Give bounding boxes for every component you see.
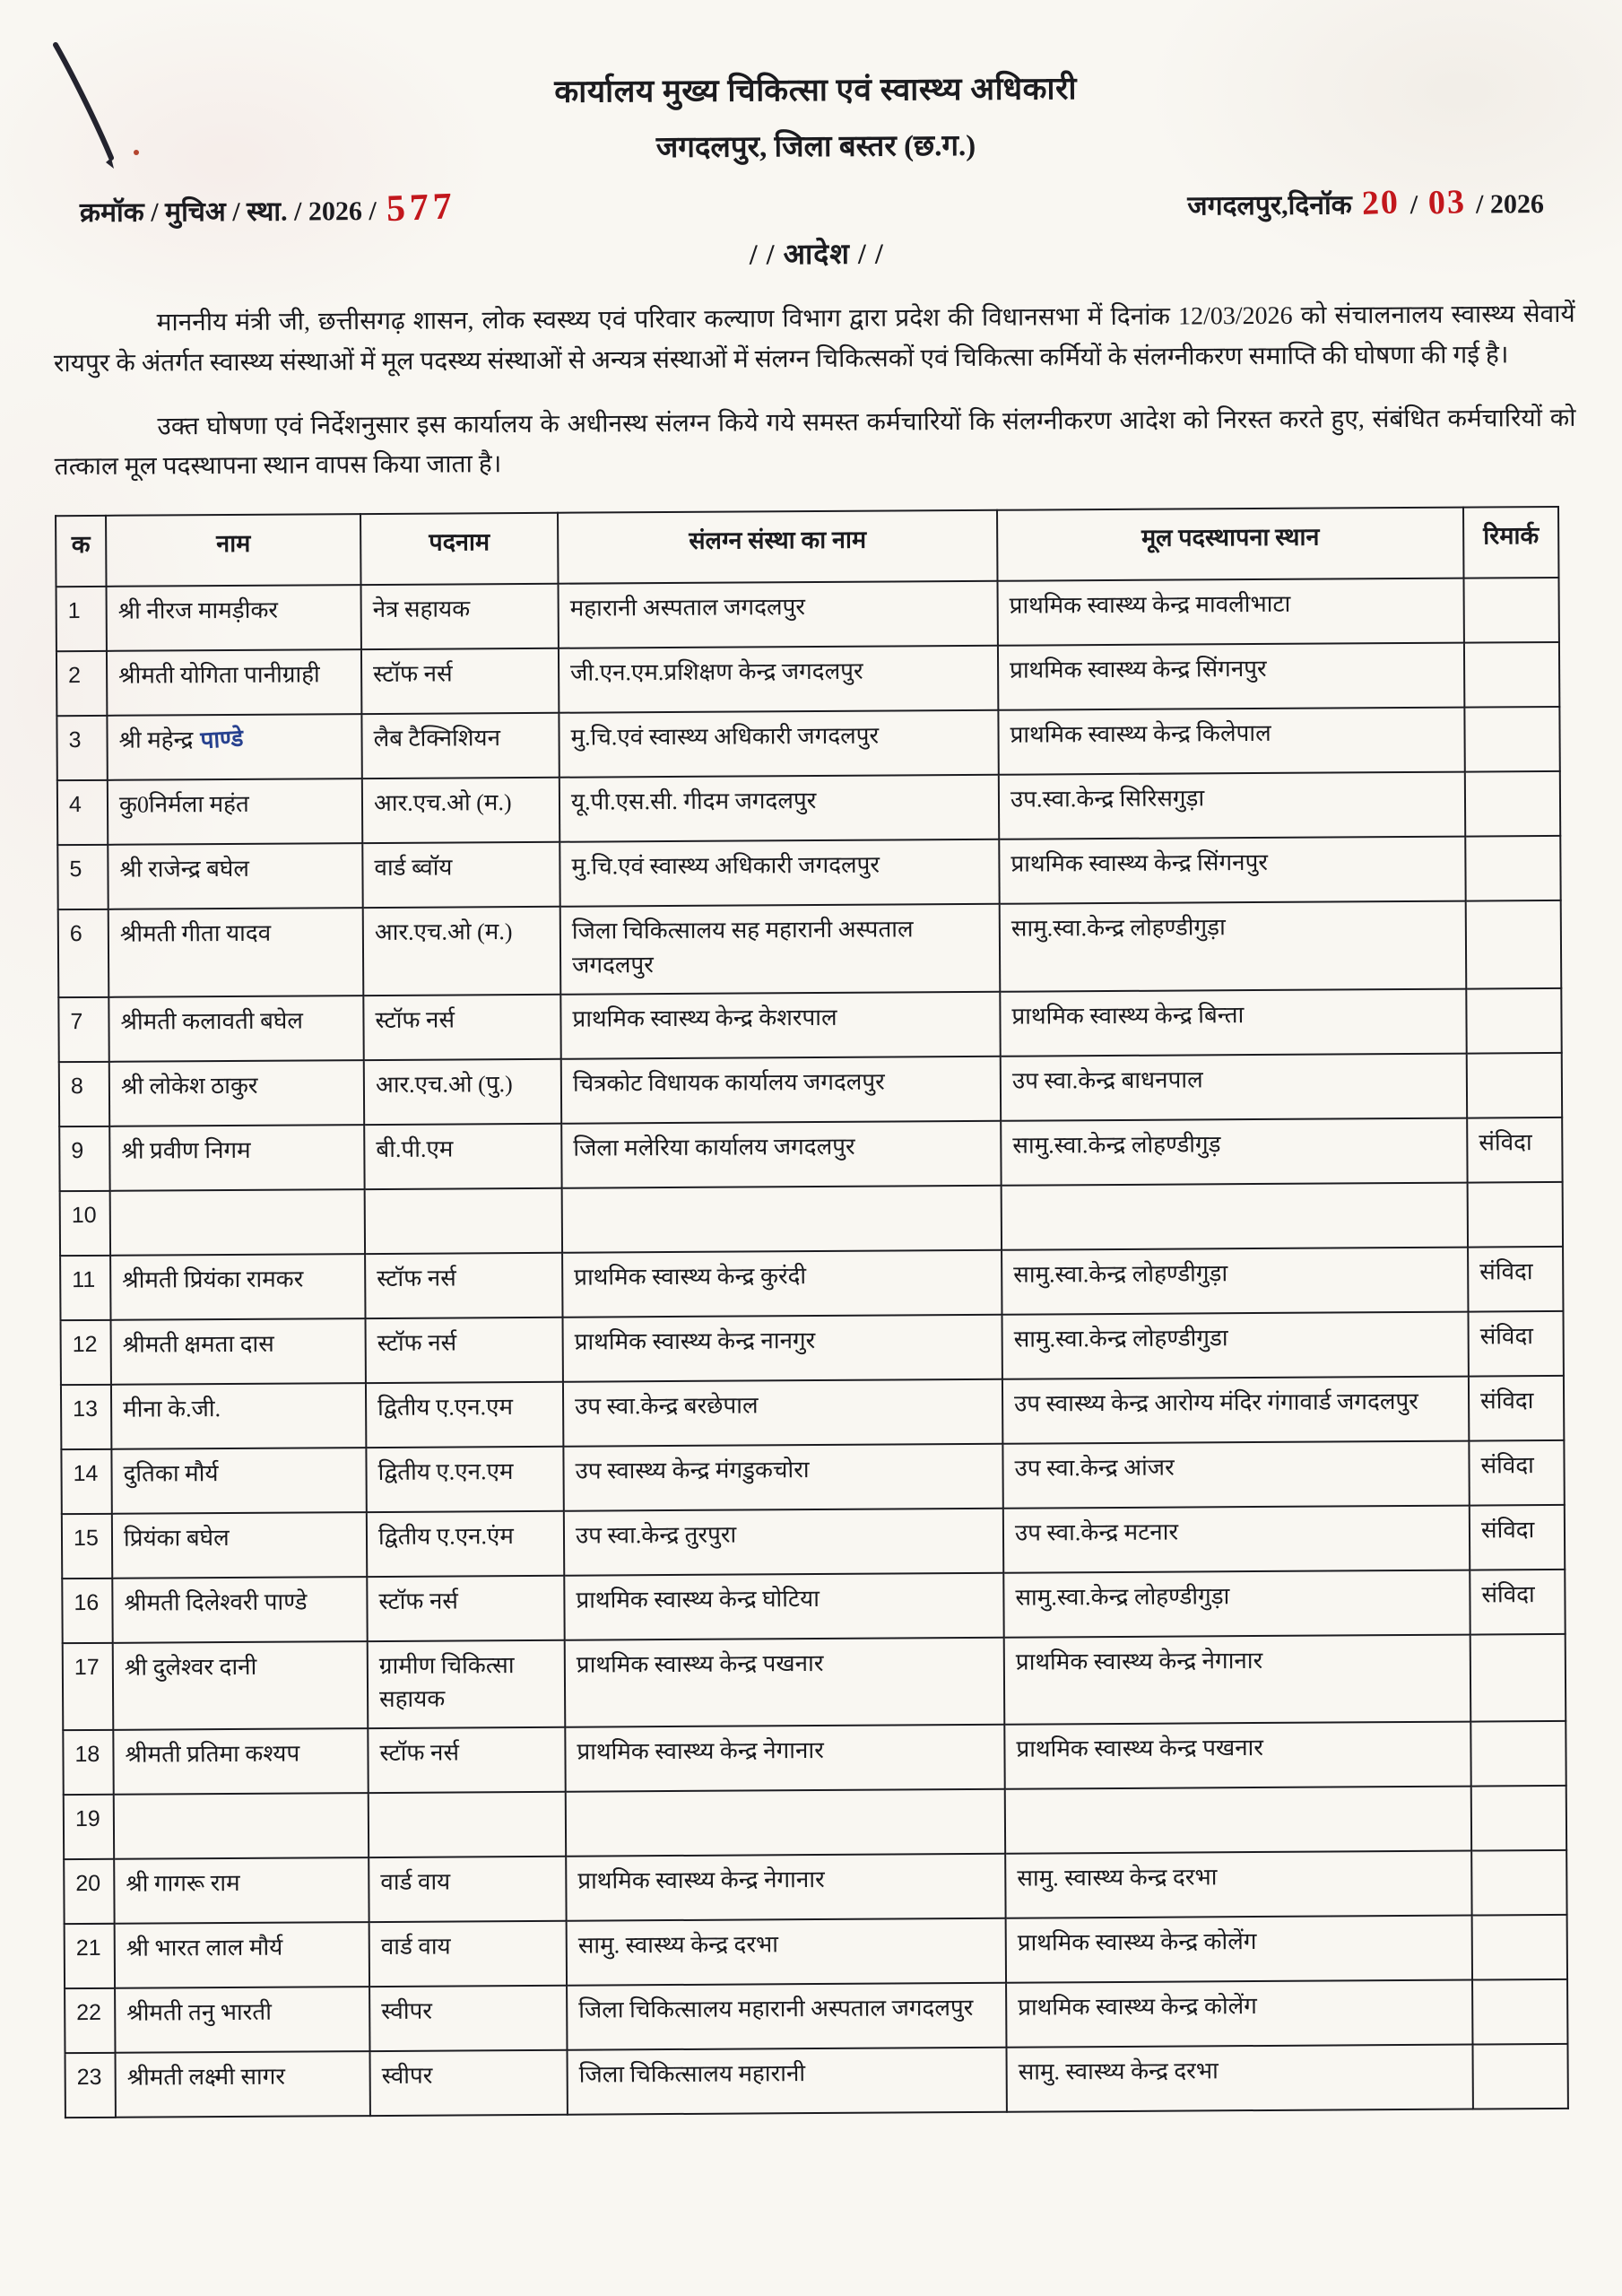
cell-serial-number: 17 [63,1643,114,1731]
cell-remark [1465,836,1560,901]
cell-original-posting: प्राथमिक स्वास्थ्य केन्द्र सिंगनपुर [998,643,1464,710]
cell-designation: स्टॉफ नर्स [363,994,560,1059]
table-row [65,2044,1568,2118]
date-line [1187,184,1580,223]
cell-designation: लैब टैक्निशियन [361,713,559,778]
cell-designation: द्वितीय ए.एन.एम [366,1446,563,1511]
cell-employee-name: श्री लोकेश ठाकुर [109,1060,364,1126]
cell-attached-institution: जिला चिकित्सालय सह महारानी अस्पताल जगदलपुर [560,904,1001,994]
paragraph-2-text: उक्त घोषणा एवं निर्देशनुसार इस कार्यालय के अधीनस्थ संलग्न किये गये समस्त कर्मचारियों कि संलग्नीकरण आदेश को निरस्त करते हुए, संबंधित कर्मचारियों को तत्काल मूल पदस्थापना स्थान वापस किया जाता है। [54,404,1576,482]
cell-serial-number: 14 [61,1449,111,1514]
paragraph-1 [54,295,1576,385]
cell-original-posting: उप स्वा.केन्द्र मटनार [1003,1505,1470,1572]
cell-original-posting: सामु.स्वा.केन्द्र लोहण्डीगुड़ा [1002,1247,1468,1314]
table-row [63,1721,1566,1795]
cell-attached-institution: जिला मलेरिया कार्यालय जगदलपुर [561,1120,1001,1187]
cell-remark [1466,900,1562,988]
cell-original-posting [1002,1182,1468,1249]
cell-employee-name [114,1793,369,1859]
table-row [56,642,1559,716]
cell-remark [1464,642,1559,708]
table-row [64,1786,1566,1859]
cell-remark [1471,1786,1566,1851]
cell-original-posting: सामु.स्वा.केन्द्र लोहण्डीगुडा [1002,1311,1468,1378]
cell-designation: बी.पी.एम [364,1123,561,1188]
table-row [58,900,1562,997]
cell-employee-name: श्री प्रवीण निगम [109,1125,364,1191]
cell-serial-number: 19 [64,1795,114,1859]
cell-attached-institution: मु.चि.एवं स्वास्थ्य अधिकारी जगदलपुर [559,839,999,907]
office-title-line1: कार्यालय मुख्य चिकित्सा एवं स्वास्थ्य अधिकारी [554,71,1078,109]
cell-remark [1472,1979,1567,2045]
cell-employee-name: श्रीमती क्षमता दास [111,1318,366,1385]
cell-attached-institution: महारानी अस्पताल जगदलपुर [559,581,998,648]
cell-remark [1470,1634,1566,1722]
table-row [62,1505,1565,1578]
cell-designation [369,1792,566,1857]
cell-serial-number: 11 [60,1256,110,1320]
cell-remark: संविदा [1467,1118,1562,1183]
table-row [64,1850,1566,1924]
cell-serial-number: 9 [59,1126,109,1191]
cell-employee-name: श्रीमती तनु भारती [115,1987,369,2053]
table-row [58,988,1561,1062]
cell-attached-institution: प्राथमिक स्वास्थ्य केन्द्र नेगानार [566,1854,1005,1921]
cell-designation: वार्ड वाय [369,1921,567,1987]
employee-transfer-table [55,506,1569,2118]
table-row [59,1053,1562,1126]
paragraph-indent [54,434,157,435]
cell-designation: द्वितीय ए.एन.एंम [367,1510,564,1576]
cell-serial-number: 16 [62,1578,112,1643]
cell-original-posting: सामु. स्वास्थ्य केन्द्र दरभा [1005,1851,1471,1918]
reference-and-date-row [53,184,1580,230]
cell-designation [365,1187,562,1253]
column-header-remark: रिमार्क [1463,507,1558,578]
cell-original-posting: प्राथमिक स्वास्थ्य केन्द्र नेगानार [1004,1634,1471,1725]
cell-employee-name: श्री भारत लाल मौर्य [115,1922,369,1988]
cell-serial-number: 2 [56,651,107,716]
cell-employee-name: श्रीमती गीता यादव [108,908,364,996]
cell-serial-number: 15 [62,1514,112,1578]
cell-attached-institution: प्राथमिक स्वास्थ्य केन्द्र केशरपाल [560,991,1000,1058]
table-row [65,1979,1567,2053]
cell-designation: स्वीपर [369,2050,567,2116]
cell-remark [1467,1053,1562,1118]
cell-original-posting: उप स्वा.केन्द्र बाधनपाल [1001,1053,1467,1120]
handwritten-date-month: 03 [1427,182,1467,222]
cell-designation: ग्रामीण चिकित्सा सहायक [368,1639,566,1728]
cell-attached-institution: सामु. स्वास्थ्य केन्द्र दरभा [567,1918,1006,1986]
cell-original-posting: सामु.स्वा.केन्द्र लोहण्डीगुड़ा [1000,901,1467,992]
table-row [56,578,1559,651]
cell-designation: स्वीपर [369,1986,567,2051]
cell-serial-number: 22 [65,1988,115,2053]
cell-designation: द्वितीय ए.एन.एम [366,1381,563,1447]
cell-attached-institution: प्राथमिक स्वास्थ्य केन्द्र पखनार [565,1637,1005,1726]
paragraph-indent [54,330,157,331]
cell-employee-name: श्रीमती प्रियंका रामकर [110,1254,365,1320]
cell-employee-name: श्रीमती कलावती बघेल [108,996,363,1062]
cell-original-posting: सामु. स्वास्थ्य केन्द्र दरभा [1006,2045,1472,2112]
cell-employee-name: श्री गागरू राम [114,1857,369,1924]
cell-designation: आर.एच.ओ (म.) [363,907,561,996]
paragraph-2 [54,398,1576,488]
cell-remark [1472,2044,1567,2109]
cell-employee-name: श्री दुलेश्वर दानी [113,1641,369,1730]
cell-remark [1470,1721,1566,1787]
cell-serial-number: 7 [58,997,108,1062]
column-header-designation: पदनाम [360,513,558,585]
cell-attached-institution: जिला चिकित्सालय महारानी [567,2048,1006,2115]
cell-employee-name [110,1189,365,1256]
cell-attached-institution: उप स्वा.केन्द्र तुरपुरा [564,1508,1003,1575]
cell-serial-number: 4 [57,780,108,845]
cell-original-posting: प्राथमिक स्वास्थ्य केन्द्र पखनार [1004,1722,1470,1789]
cell-employee-name: श्री महेन्द्र पाण्डे [107,714,361,780]
cell-serial-number: 5 [57,845,108,909]
cell-attached-institution: मु.चि.एवं स्वास्थ्य अधिकारी जगदलपुर [559,710,998,778]
handwritten-ref-number: 577 [386,186,458,230]
cell-designation: आर.एच.ओ (म.) [362,778,559,843]
cell-employee-name: श्रीमती लक्ष्मी सागर [116,2051,370,2118]
table-row [59,1118,1562,1191]
column-header-serial: क [56,516,106,587]
cell-attached-institution [566,1789,1005,1857]
cell-remark [1468,1182,1563,1248]
document-header [52,64,1580,170]
paragraph-1-text: माननीय मंत्री जी, छत्तीसगढ़ शासन, लोक स्वस्थ्य एवं परिवार कल्याण विभाग द्वारा प्रदेश की विधानसभा में दिनांक 12/03/2026 को संचालनालय स्वास्थ्य सेवायें रायपुर के अंतर्गत स्वास्थ्य संस्थाओं में मूल पदस्थ्य संस्थाओं से अन्यत्र संस्थाओं में संलग्न चिकित्सकों एवं चिकित्सा कर्मियों के संलग्नीकरण समाप्ति की घोषणा की गई है। [53,300,1575,378]
cell-remark [1464,707,1559,772]
cell-attached-institution: जी.एन.एम.प्रशिक्षण केन्द्र जगदलपुर [559,646,998,713]
cell-designation: वार्ड ब्वॉय [362,842,559,908]
cell-attached-institution [562,1185,1002,1252]
table-row [61,1376,1564,1449]
cell-remark [1472,1915,1567,1980]
cell-remark: संविदा [1470,1505,1565,1570]
column-header-attached-institution: संलग्न संस्था का नाम [558,510,997,584]
table-row [60,1247,1563,1320]
cell-attached-institution: चित्रकोट विधायक कार्यालय जगदलपुर [561,1056,1001,1123]
cell-original-posting: प्राथमिक स्वास्थ्य केन्द्र सिंगनपुर [999,837,1465,904]
cell-serial-number: 1 [56,587,107,651]
cell-attached-institution: जिला चिकित्सालय महारानी अस्पताल जगदलपुर [567,1983,1006,2050]
cell-remark [1471,1850,1566,1916]
cell-original-posting: उप.स्वा.केन्द्र सिरिसगुड़ा [999,772,1465,839]
cell-serial-number: 18 [63,1730,113,1795]
cell-designation: स्टॉफ नर्स [366,1317,563,1382]
cell-designation: स्टॉफ नर्स [361,648,559,714]
cell-original-posting: प्राथमिक स्वास्थ्य केन्द्र कोलेंग [1006,1980,1472,2048]
cell-attached-institution: प्राथमिक स्वास्थ्य केन्द्र नानगुर [563,1314,1002,1381]
cell-designation: वार्ड वाय [369,1857,566,1922]
cell-original-posting: सामु.स्वा.केन्द्र लोहण्डीगुड़ [1001,1118,1467,1185]
cell-serial-number: 23 [65,2053,116,2118]
table-row [57,836,1560,909]
table-row [63,1634,1566,1731]
date-year: 2026 [1489,189,1545,220]
table-row [61,1311,1564,1385]
cell-employee-name: दुतिका मौर्य [111,1448,366,1514]
cell-attached-institution: उप स्वा.केन्द्र बरछेपाल [563,1378,1002,1446]
cell-remark [1465,771,1560,837]
date-slash-1: / [1409,189,1418,220]
cell-employee-name: श्रीमती प्रतिमा कश्यप [113,1728,368,1795]
handwritten-date-day: 20 [1361,183,1401,222]
table-row [56,707,1559,780]
cell-employee-name: श्रीमती योगिता पानीग्राही [107,649,361,716]
cell-original-posting: उप स्वा.केन्द्र आंजर [1002,1440,1469,1508]
cell-original-posting: प्राथमिक स्वास्थ्य केन्द्र कोलेंग [1006,1916,1472,1983]
cell-original-posting [1005,1787,1471,1854]
cell-designation: आर.एच.ओ (पु.) [364,1058,561,1124]
cell-serial-number: 21 [65,1924,115,1988]
cell-original-posting: प्राथमिक स्वास्थ्य केन्द्र मावलीभाटा [997,578,1463,646]
cell-remark: संविदा [1468,1247,1563,1312]
date-slash-2: / [1475,189,1484,220]
cell-serial-number: 20 [64,1859,114,1924]
cell-remark: संविदा [1468,1311,1563,1377]
cell-employee-name: प्रियंका बघेल [112,1512,367,1578]
office-title-line2: जगदलपुर, जिला बस्तर (छ.ग.) [655,129,976,165]
reference-prefix: क्रमॉक / मुचिअ / स्था. / 2026 / [79,196,377,229]
cell-employee-name: मीना के.जी. [111,1383,366,1449]
cell-remark [1463,578,1558,643]
cell-original-posting: सामु.स्वा.केन्द्र लोहण्डीगुड़ा [1003,1570,1470,1637]
cell-attached-institution: उप स्वास्थ्य केन्द्र मंगडुकचोरा [563,1443,1002,1510]
table-header [56,507,1558,587]
cell-serial-number: 12 [61,1320,111,1385]
cell-attached-institution: यू.पी.एस.सी. गीदम जगदलपुर [559,775,999,842]
cell-serial-number: 10 [60,1191,110,1256]
cell-remark [1466,988,1561,1054]
cell-serial-number: 6 [58,909,109,997]
cell-original-posting: प्राथमिक स्वास्थ्य केन्द्र किलेपाल [998,708,1464,775]
column-header-name: नाम [106,514,360,587]
reference-number-line [53,186,461,230]
cell-employee-name: श्रीमती दिलेश्वरी पाण्डे [112,1577,367,1643]
table-row [61,1440,1564,1514]
cell-remark: संविदा [1469,1440,1564,1506]
cell-attached-institution: प्राथमिक स्वास्थ्य केन्द्र घोटिया [564,1572,1003,1639]
cell-attached-institution: प्राथमिक स्वास्थ्य केन्द्र कुरंदी [562,1249,1002,1317]
cell-original-posting: उप स्वास्थ्य केन्द्र आरोग्य मंदिर गंगावार्ड जगदलपुर [1002,1376,1469,1443]
cell-designation: स्टॉफ नर्स [365,1252,562,1318]
cell-attached-institution: प्राथमिक स्वास्थ्य केन्द्र नेगानार [565,1725,1004,1792]
cell-remark: संविदा [1470,1570,1565,1635]
cell-employee-name: श्री नीरज मामड़ीकर [107,585,361,651]
table-row [65,1915,1567,1988]
cell-serial-number: 3 [56,716,107,780]
order-heading: / / आदेश / / [749,237,884,271]
cell-employee-name: कु0निर्मला महंत [108,778,362,845]
cell-designation: स्टॉफ नर्स [367,1575,564,1640]
cell-employee-name: श्री राजेन्द्र बघेल [108,843,362,909]
table-row [57,771,1560,845]
cell-original-posting: प्राथमिक स्वास्थ्य केन्द्र बिन्ता [1000,988,1466,1056]
table-body [56,578,1568,2118]
table-header-row [56,507,1558,587]
column-header-original-posting: मूल पदस्थापना स्थान [997,508,1463,581]
cell-designation: स्टॉफ नर्स [368,1727,565,1793]
table-row [60,1182,1563,1256]
cell-serial-number: 8 [59,1062,109,1126]
cell-serial-number: 13 [61,1385,111,1449]
date-prefix: जगदलपुर,दिनॉक [1187,190,1352,222]
table-row [62,1570,1565,1643]
cell-designation: नेत्र सहायक [361,584,559,649]
handwritten-name-correction: पाण्डे [199,725,244,754]
cell-remark: संविदा [1469,1376,1564,1441]
